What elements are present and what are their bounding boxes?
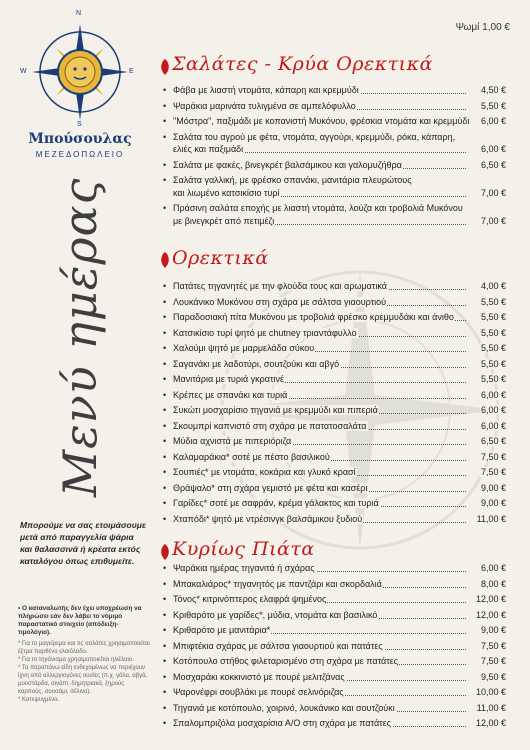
menu-item-price: 7,50 € [480,656,506,666]
menu-item-name: Ψαρονέφρι σουβλάκι με πουρέ σελινόριζας [173,687,344,697]
bullet-icon: • [163,296,167,307]
legal-note-frozen: * Κατεψυγμένο. [18,697,60,703]
menu-item-price: 10,00 € [475,687,506,697]
menu-item [163,672,506,683]
bullet-icon: • [163,436,167,446]
menu-item [163,359,506,370]
menu-item [163,687,506,698]
brand-name: Μπούσουλας [28,131,132,147]
menu-item-price: 5,50 € [480,374,506,384]
legal-note-allergens: * Τα παραπάνω είδη ενδεχομένως να περιέχουν ίχνη από αλλεργιογόνες ουσίες (π.χ. γάλα, αβγά, μουστάρδα, σινάπι, δημητριακά, ξηρούς καρπούς, σουσάμι, σέλινο). [18,665,148,695]
bullet-icon: • [163,625,167,635]
bullet-icon: • [163,702,167,713]
menu-item-name: Πατάτες τηγανητές με την φλούδα τους και αρωματικά [173,281,388,291]
custom-order-note: Μπορούμε να σας ετοιμάσουμε μετά από παραγγελία ψάρια και θαλασσινά ή κρέατα εκτός καταλόγου όπως επιθυμείτε. [20,520,146,566]
menu-item [163,641,506,652]
menu-item-name: Κριθαρότο με μανιτάρια* [173,625,271,635]
menu-item [163,436,506,447]
menu-item [163,514,506,525]
legal-note-receipt: • Ο καταναλωτής δεν έχει υποχρέωση να πληρώσει εάν δεν λάβει το νόμιμο παραστατικό στοιχείο (απόδειξη-τιμολόγιο). [18,605,142,636]
menu-item-name: Κοτόπουλο στήθος φιλεταρισμένο στη σχάρα με πατάτες [173,656,399,666]
menu-item-price: 12,00 € [475,594,506,604]
menu-item-continued [163,188,506,199]
menu-item [163,175,506,186]
menu-item [163,328,506,339]
bullet-icon: • [163,656,167,666]
bullet-icon: • [163,85,167,95]
bullet-icon: • [163,343,167,353]
section-title-appetizers: Ορεκτικά [172,247,269,269]
menu-item-name: Κριθαρότο με γαρίδες*, μύδια, ντομάτα και βασιλικό [173,609,378,620]
brand-subtitle: ΜΕΖΕΔΟΠΩΛΕΙΟ [35,150,125,159]
menu-item [163,421,506,432]
menu-item-name: Παραδοσιακή πίτα Μυκόνου με τροβολιά φρέσκο κρεμμυδάκι και άνιθο [173,312,454,322]
bullet-icon: • [163,203,167,213]
menu-item-price: 5,50 € [480,312,506,322]
menu-item [163,498,506,509]
menu-item [163,405,506,416]
menu-item-name: Κρέπες με σπανάκι και τυριά [173,389,288,400]
legal-notes [18,605,150,704]
bullet-icon: • [163,594,167,604]
menu-item-price: 6,00 € [480,563,506,573]
menu-item-name: "Μόστρα", παξιμάδι με κοπανιστή Μυκόνου, φρέσκια ντομάτα και κρεμμύδι [173,116,470,126]
bullet-icon: • [163,671,167,682]
menu-item-price: 6,50 € [480,436,506,446]
section-title-salads: Σαλάτες - Κρύα Ορεκτικά [172,53,433,75]
menu-item-name: Συκώτι μοσχαρίσιο τηγανιά με κρεμμύδι και πιπεριά [173,405,378,415]
menu-item [163,297,506,308]
menu-item [163,594,506,605]
menu-item [163,467,506,478]
bullet-icon: • [163,358,167,369]
leaf-icon [158,58,172,76]
menu-item-name: Μύδια αχνιστά με πιπεριόριζα [173,436,292,446]
menu-item-price: 5,50 € [480,358,506,369]
menu-item-name: Σουπιές* με ντομάτα, κοκάρια και γλυκό κρασί [173,467,356,477]
menu-item [163,132,506,143]
menu-item-name: Σαλάτα του αγρού με φέτα, ντομάτα, αγγούρι, κρεμμύδι, ρόκα, κάπαρη, [173,131,456,142]
menu-item-price: 11,00 € [476,702,506,713]
bullet-icon: • [163,405,167,415]
menu-item-name: Τηγανιά με κοτόπουλο, χοιρινό, λουκάνικο και σουτζούκι [173,702,395,713]
compass-n-label: N [76,10,82,17]
menu-item [163,452,506,463]
menu-item-price: 7,50 € [480,640,506,651]
menu-item-price: 5,50 € [480,100,506,111]
menu-item-name: Χταπόδι* ψητό με ντρέσινγκ βαλσάμικου ξυδιού [173,513,363,524]
bullet-icon: • [163,718,167,728]
menu-item [163,281,506,292]
menu-item-price: 7,50 € [480,451,506,462]
menu-item-name-cont: και λιωμένο κατσικίσιο τυρί [173,187,280,198]
menu-item-name: Μοσχαράκι κοκκινιστό με πουρέ μελιτζάνας [173,671,345,682]
compass-e-label: E [129,68,134,75]
bullet-icon: • [163,389,167,400]
side-title-text: Μενύ ημέρας [53,177,107,497]
menu-item-price: 12,00 € [475,609,506,620]
menu-item-name: Χαλούμι ψητό με μαρμελάδα σύκου [173,343,315,353]
menu-item-name: Λουκάνικο Μυκόνου στη σχάρα με σάλτσα γιαουρτιού [173,296,387,307]
bullet-icon: • [163,327,167,338]
bullet-icon: • [163,116,167,126]
menu-item-name: Μπιφτέκια σχάρας με σάλτσα γιαουρτιού και πατάτες [173,640,383,651]
leaf-icon [158,251,172,269]
menu-item-name: Ψαράκια ημέρας τηγανιτά ή σχάρας [173,563,315,573]
menu-item [163,116,506,127]
menu-item-name: Ψαράκια μαρινάτα τυλιγμένα σε αμπελόφυλλο [173,100,356,111]
menu-item [163,656,506,667]
menu-item-price: 5,50 € [480,343,506,353]
menu-item [163,625,506,636]
bullet-icon: • [163,578,167,589]
menu-item-name: Μπακαλιάρος* τηγανητός με παντζάρι και σκορδαλιά [173,578,382,589]
menu-item-continued [163,216,506,227]
menu-item-price: 6,00 € [480,144,506,154]
bullet-icon: • [163,312,167,322]
menu-item [163,374,506,385]
menu-item [163,160,506,171]
compass-s-label: S [77,121,82,128]
menu-item [163,390,506,401]
menu-item-name: Σκουμπρί καπνιστό στη σχάρα με πατατοσαλάτα [173,420,367,431]
menu-item-name: Σαλάτα γαλλική, με φρέσκο σπανάκι, μανιτάρια πλευρώτους [173,175,412,185]
menu-item-price: 8,00 € [480,578,506,589]
leaf-icon [158,543,172,561]
bullet-icon: • [163,420,167,431]
menu-item-price: 5,50 € [480,296,506,307]
menu-item-name: Πράσινη σαλάτα εποχής με λιαστή ντομάτα, λούζα και τροβολιά Μυκόνου [173,203,463,213]
menu-item-name: Σπαλομπριζόλα μοσχαρίσια Α/Ο στη σχάρα με πατάτες [173,718,392,728]
menu-item-name-cont: με βινεγκρέτ από πετιμέζι [173,215,275,226]
menu-item [163,483,506,494]
menu-item [163,101,506,112]
bullet-icon: • [163,374,167,384]
menu-item-name: Κατσικίσιο τυρί ψητό με chutney τριαντάφυλλο [173,327,357,338]
compass-w-label: W [20,68,27,75]
section-title-main-courses: Κυρίως Πιάτα [172,538,315,560]
menu-item-name: Σαλάτα με φακές, βινεγκρέτ βαλσάμικου και γαλομυζήθρα [173,159,402,170]
bread-price: Ψωμί 1,00 € [455,22,510,33]
menu-item-name: Σαγανάκι με λαδοτύρι, σουτζούκι και αβγό [173,358,340,369]
bullet-icon: • [163,175,167,185]
bullet-icon: • [163,281,167,291]
bullet-icon: • [163,640,167,651]
menu-item-price: 6,00 € [480,405,506,415]
bullet-icon: • [163,513,167,524]
menu-item-price: 5,50 € [480,327,506,338]
menu-item [163,718,506,729]
menu-item-price: 9,50 € [480,671,506,682]
bullet-icon: • [163,498,167,508]
bullet-icon: • [163,563,167,573]
bullet-icon: • [163,159,167,170]
menu-item-price: 6,00 € [480,389,506,400]
menu-item-continued [163,144,506,155]
side-title [45,177,115,500]
bullet-icon: • [163,482,167,493]
menu-item [163,610,506,621]
sidebar [0,0,155,750]
menu-item-price: 4,50 € [480,85,506,95]
bullet-icon: • [163,100,167,111]
sun-compass-icon [26,18,134,126]
menu-item [163,563,506,574]
menu-item-price: 6,00 € [480,420,506,431]
menu-item-price: 4,00 € [480,281,506,291]
menu-item-price: 11,00 € [476,513,506,524]
menu-item-price: 12,00 € [475,718,506,728]
menu-item-price: 9,00 € [480,482,506,493]
logo [20,10,134,128]
menu-item [163,85,506,96]
bullet-icon: • [163,609,167,620]
menu-item [163,579,506,590]
menu-item [163,203,506,214]
menu-item [163,343,506,354]
menu-item-name-cont: ελιές και παξιμάδι [173,144,244,154]
menu-item-name: Μανιτάρια με τυριά γκρατινέ [173,374,285,384]
menu-item-name: Γαρίδες* σοτέ με σαφράν, κρέμα γάλακτος και τυριά [173,498,379,508]
menu-item [163,703,506,714]
menu-item-price: 9,00 € [480,498,506,508]
bullet-icon: • [163,131,167,142]
menu-item-price: 7,00 € [480,215,506,226]
bullet-icon: • [163,451,167,462]
menu-item-name: Θράψαλο* στη σχάρα γεμιστό με φέτα και κασέρι [173,482,368,493]
menu-item-price: 6,50 € [480,159,506,170]
legal-note-frying: * Για το τηγάνισμα χρησιμοποιείται ηλιέλαιο. [18,657,134,663]
bullet-icon: • [163,687,167,697]
menu-item-price: 9,00 € [480,625,506,635]
menu-item-name: Φάβα με λιαστή ντομάτα, κάπαρη και κρεμμύδι [173,85,359,95]
menu-item-name: Τόνος* κιτρινόπτερος ελαφρά ψημένος [173,594,327,604]
menu-item-price: 7,50 € [480,467,506,477]
menu-item [163,312,506,323]
menu-item-price: 6,00 € [480,116,506,126]
bullet-icon: • [163,467,167,477]
legal-note-oil: * Για το μαγείρεμα και τις σαλάτες χρησιμοποιείται έξτρα παρθένο ελαιόλαδο. [18,641,150,655]
menu-item-price: 7,00 € [480,187,506,198]
menu-item-name: Καλαμαράκια* σοτέ με πέστο βασιλικού [173,451,330,462]
